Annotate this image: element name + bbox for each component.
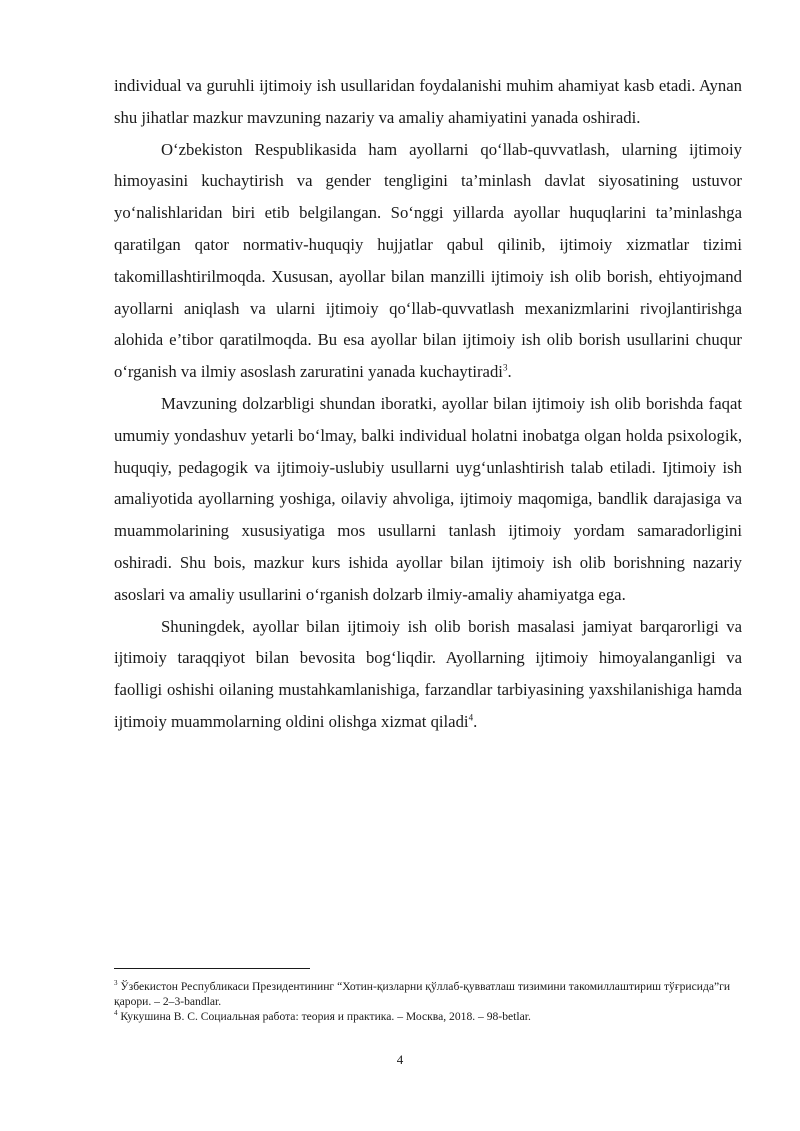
page-number: 4 bbox=[396, 1052, 404, 1067]
paragraph-end: . bbox=[507, 362, 512, 382]
paragraph-text: O‘zbekiston Respublikasida ham ayollarni qo‘llab-quvvatlash, ularning ijtimoiy himoyasini kuchaytirish va gender tengligini ta’minlash davlat siyosatining ustuvor yo‘nalishlaridan biri etib belgilangan. So‘nggi yillarda ayollar huquqlarini ta’minlashga qaratilgan qator normativ-huquqiy hujjatlar qabul qilinib, ijtimoiy xizmatlar tizimi takomillashtirilmoqda. Xususan, ayollar bilan manzilli ijtimoiy ish olib borish, ehtiyojmand ayollarni aniqlash va ularni ijtimoiy qo‘llab-quvvatlash mexanizmlarini rivojlantirishga alohida e’tibor qaratilmoqda. Bu esa ayollar bilan ijtimoiy ish olib borish usullarini chuqur o‘rganish va ilmiy asoslash zaruratini yanada kuchaytiradi bbox=[114, 139, 742, 382]
document-body bbox=[114, 70, 742, 738]
footnote-text: Ўзбекистон Республикаси Президентининг “Хотин-қизларни қўллаб-қувватлаш тизимини такомиллаштириш тўғрисида”ги қарори. – 2–3-bandlar. bbox=[114, 980, 731, 1008]
paragraph-text: Shuningdek, ayollar bilan ijtimoiy ish olib borish masalasi jamiyat barqarorligi va ijtimoiy taraqqiyot bilan bevosita bog‘liqdir. Ayollarning ijtimoiy himoyalanganligi va faolligi oshishi oilaning mustahkamlanishiga, farzandlar tarbiyasining yaxshilanishiga hamda ijtimoiy muammolarning oldini olishga xizmat qiladi bbox=[114, 616, 742, 731]
footnotes bbox=[114, 968, 742, 1024]
footnote-number: 4 bbox=[114, 1009, 118, 1018]
footnote-separator bbox=[114, 968, 310, 969]
footnote-reference[interactable]: 3 bbox=[502, 362, 508, 373]
paragraph-text: individual va guruhli ijtimoiy ish usullaridan foydalanishi muhim ahamiyat kasb etadi. Aynan shu jihatlar mazkur mavzuning nazariy va amaliy ahamiyatini yanada oshiradi. bbox=[114, 76, 742, 127]
footnote bbox=[114, 1009, 742, 1024]
paragraph-end: . bbox=[473, 711, 478, 731]
footnote-number: 3 bbox=[114, 979, 118, 988]
paragraph bbox=[114, 388, 742, 611]
paragraph-text: Mavzuning dolzarbligi shundan iboratki, ayollar bilan ijtimoiy ish olib borishda faqat umumiy yondashuv yetarli bo‘lmay, balki individual holatni inobatga olgan holda psixologik, huquqiy, pedagogik va ijtimoiy-uslubiy usullarni uyg‘unlashtirish talab etiladi. Ijtimoiy ish amaliyotida ayollarning yoshiga, oilaviy ahvoliga, ijtimoiy maqomiga, bandlik darajasiga va muammolarining xususiyatiga mos usullarni tanlash ijtimoiy yordam samaradorligini oshiradi. Shu bois, mazkur kurs ishida ayollar bilan ijtimoiy ish olib borishning nazariy asoslari va amaliy usullarini o‘rganish dolzarb ilmiy-amaliy ahamiyatga ega. bbox=[114, 393, 742, 604]
footnote bbox=[114, 979, 742, 1009]
paragraph bbox=[114, 134, 742, 388]
paragraph bbox=[114, 611, 742, 738]
footnote-text: Кукушина В. С. Социальная работа: теория и практика. – Москва, 2018. – 98-betlar. bbox=[120, 1010, 531, 1023]
paragraph bbox=[114, 70, 742, 134]
footnote-reference[interactable]: 4 bbox=[468, 712, 474, 723]
